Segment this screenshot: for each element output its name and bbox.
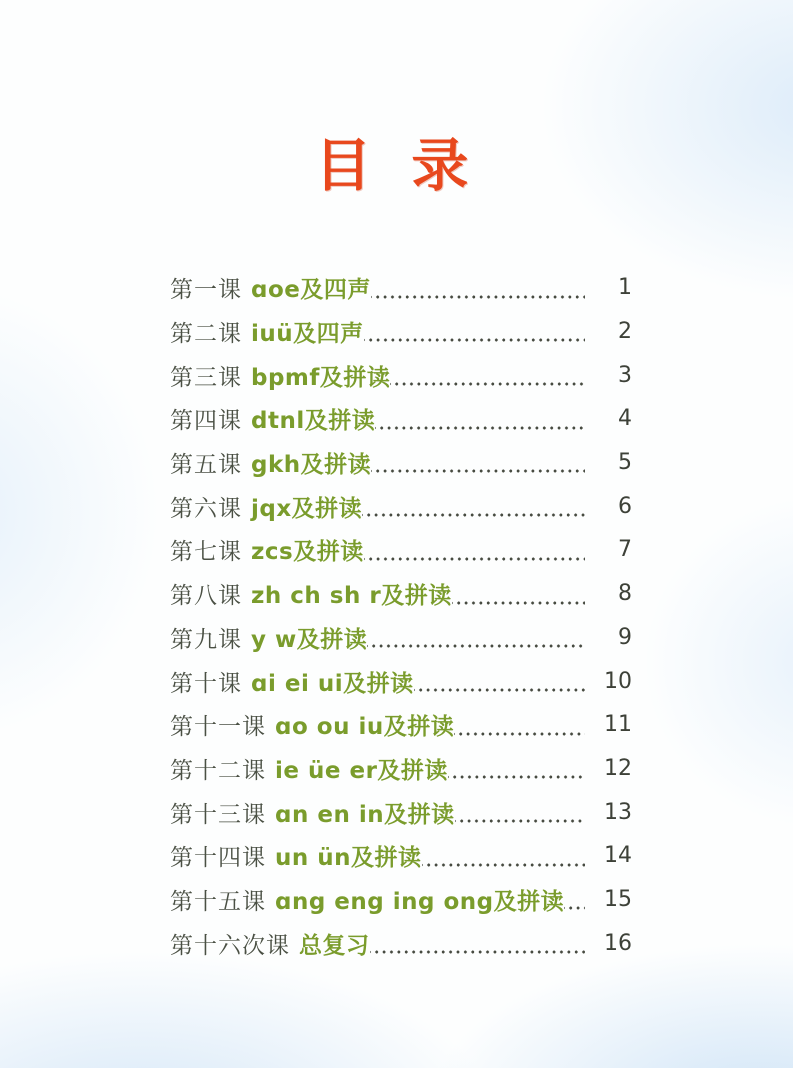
- toc-row: [170, 310, 632, 354]
- page-number: 1: [618, 275, 632, 301]
- lesson-prefix: 第十课: [170, 670, 242, 697]
- lesson-prefix: 第三课: [170, 364, 242, 391]
- dot-leader-decoration: [375, 397, 585, 441]
- page-number: 8: [618, 581, 632, 607]
- page-number: 16: [604, 930, 632, 956]
- dot-leader-decoration: [364, 310, 585, 354]
- toc-row: [170, 266, 632, 310]
- lesson-prefix: 第十六次课: [170, 932, 290, 959]
- dot-leader-decoration: [362, 484, 585, 528]
- page-number: 2: [618, 319, 632, 345]
- lesson-prefix: 第十二课: [170, 757, 266, 784]
- toc-row: [170, 441, 632, 485]
- lesson-prefix: 第八课: [170, 583, 242, 610]
- lesson-title: zcs及拼读: [251, 539, 364, 566]
- toc-row: [170, 921, 632, 965]
- lesson-title: iuü及四声: [251, 321, 364, 348]
- lesson-title: 总复习: [299, 932, 370, 959]
- dot-leader-decoration: [364, 528, 585, 572]
- dot-leader-decoration: [452, 572, 585, 616]
- page-number: 14: [604, 843, 632, 869]
- page-number: 15: [604, 886, 632, 912]
- lesson-title: ɑoe及四声: [251, 277, 371, 304]
- toc-row: [170, 484, 632, 528]
- lesson-prefix: 第五课: [170, 452, 242, 479]
- dot-leader-decoration: [455, 790, 585, 834]
- toc-row: [170, 747, 632, 791]
- lesson-prefix: 第九课: [170, 626, 242, 653]
- lesson-prefix: 第十三课: [170, 801, 266, 828]
- lesson-title: gkh及拼读: [251, 452, 372, 479]
- lesson-title: ɑn en in及拼读: [275, 801, 455, 828]
- toc-row: [170, 397, 632, 441]
- lesson-title: ie üe er及拼读: [275, 757, 448, 784]
- page-number: 5: [618, 450, 632, 476]
- lesson-title: ɑo ou iu及拼读: [275, 714, 455, 741]
- toc-row: [170, 528, 632, 572]
- lesson-prefix: 第四课: [170, 408, 242, 435]
- page-number: 9: [618, 624, 632, 650]
- lesson-title: bpmf及拼读: [251, 364, 391, 391]
- lesson-prefix: 第十一课: [170, 714, 266, 741]
- lesson-title: y w及拼读: [251, 626, 368, 653]
- dot-leader-decoration: [390, 353, 585, 397]
- dot-leader-decoration: [414, 659, 585, 703]
- dot-leader-decoration: [370, 921, 586, 965]
- dot-leader-decoration: [448, 747, 585, 791]
- dot-leader-decoration: [371, 441, 585, 485]
- toc-row: [170, 572, 632, 616]
- lesson-prefix: 第六课: [170, 495, 242, 522]
- page-number: 10: [604, 668, 632, 694]
- toc-row: [170, 353, 632, 397]
- lesson-prefix: 第十四课: [170, 845, 266, 872]
- dot-leader-decoration: [367, 616, 585, 660]
- lesson-title: ɑi ei ui及拼读: [251, 670, 414, 697]
- dot-leader-decoration: [422, 834, 585, 878]
- page-number: 12: [604, 755, 632, 781]
- toc-list: [170, 266, 632, 965]
- page-number: 6: [618, 493, 632, 519]
- toc-row: [170, 616, 632, 660]
- dot-leader-decoration: [454, 703, 585, 747]
- toc-row: [170, 659, 632, 703]
- lesson-title: ɑng eng ing ong及拼读: [275, 888, 565, 915]
- lesson-title: dtnl及拼读: [251, 408, 376, 435]
- toc-row: [170, 790, 632, 834]
- lesson-title: zh ch sh r及拼读: [251, 583, 452, 610]
- toc-row: [170, 834, 632, 878]
- lesson-title: un ün及拼读: [275, 845, 422, 872]
- page-number: 3: [618, 362, 632, 388]
- page-title: 目 录: [314, 133, 479, 199]
- toc-row: [170, 703, 632, 747]
- page-number: 13: [604, 799, 632, 825]
- lesson-prefix: 第七课: [170, 539, 242, 566]
- dot-leader-decoration: [371, 266, 585, 310]
- lesson-prefix: 第一课: [170, 277, 242, 304]
- page-number: 7: [618, 537, 632, 563]
- page-number: 11: [604, 712, 632, 738]
- lesson-title: jqx及拼读: [251, 495, 363, 522]
- lesson-prefix: 第二课: [170, 321, 242, 348]
- toc-row: [170, 878, 632, 922]
- page-number: 4: [618, 406, 632, 432]
- lesson-prefix: 第十五课: [170, 888, 266, 915]
- dot-leader-decoration: [564, 878, 585, 922]
